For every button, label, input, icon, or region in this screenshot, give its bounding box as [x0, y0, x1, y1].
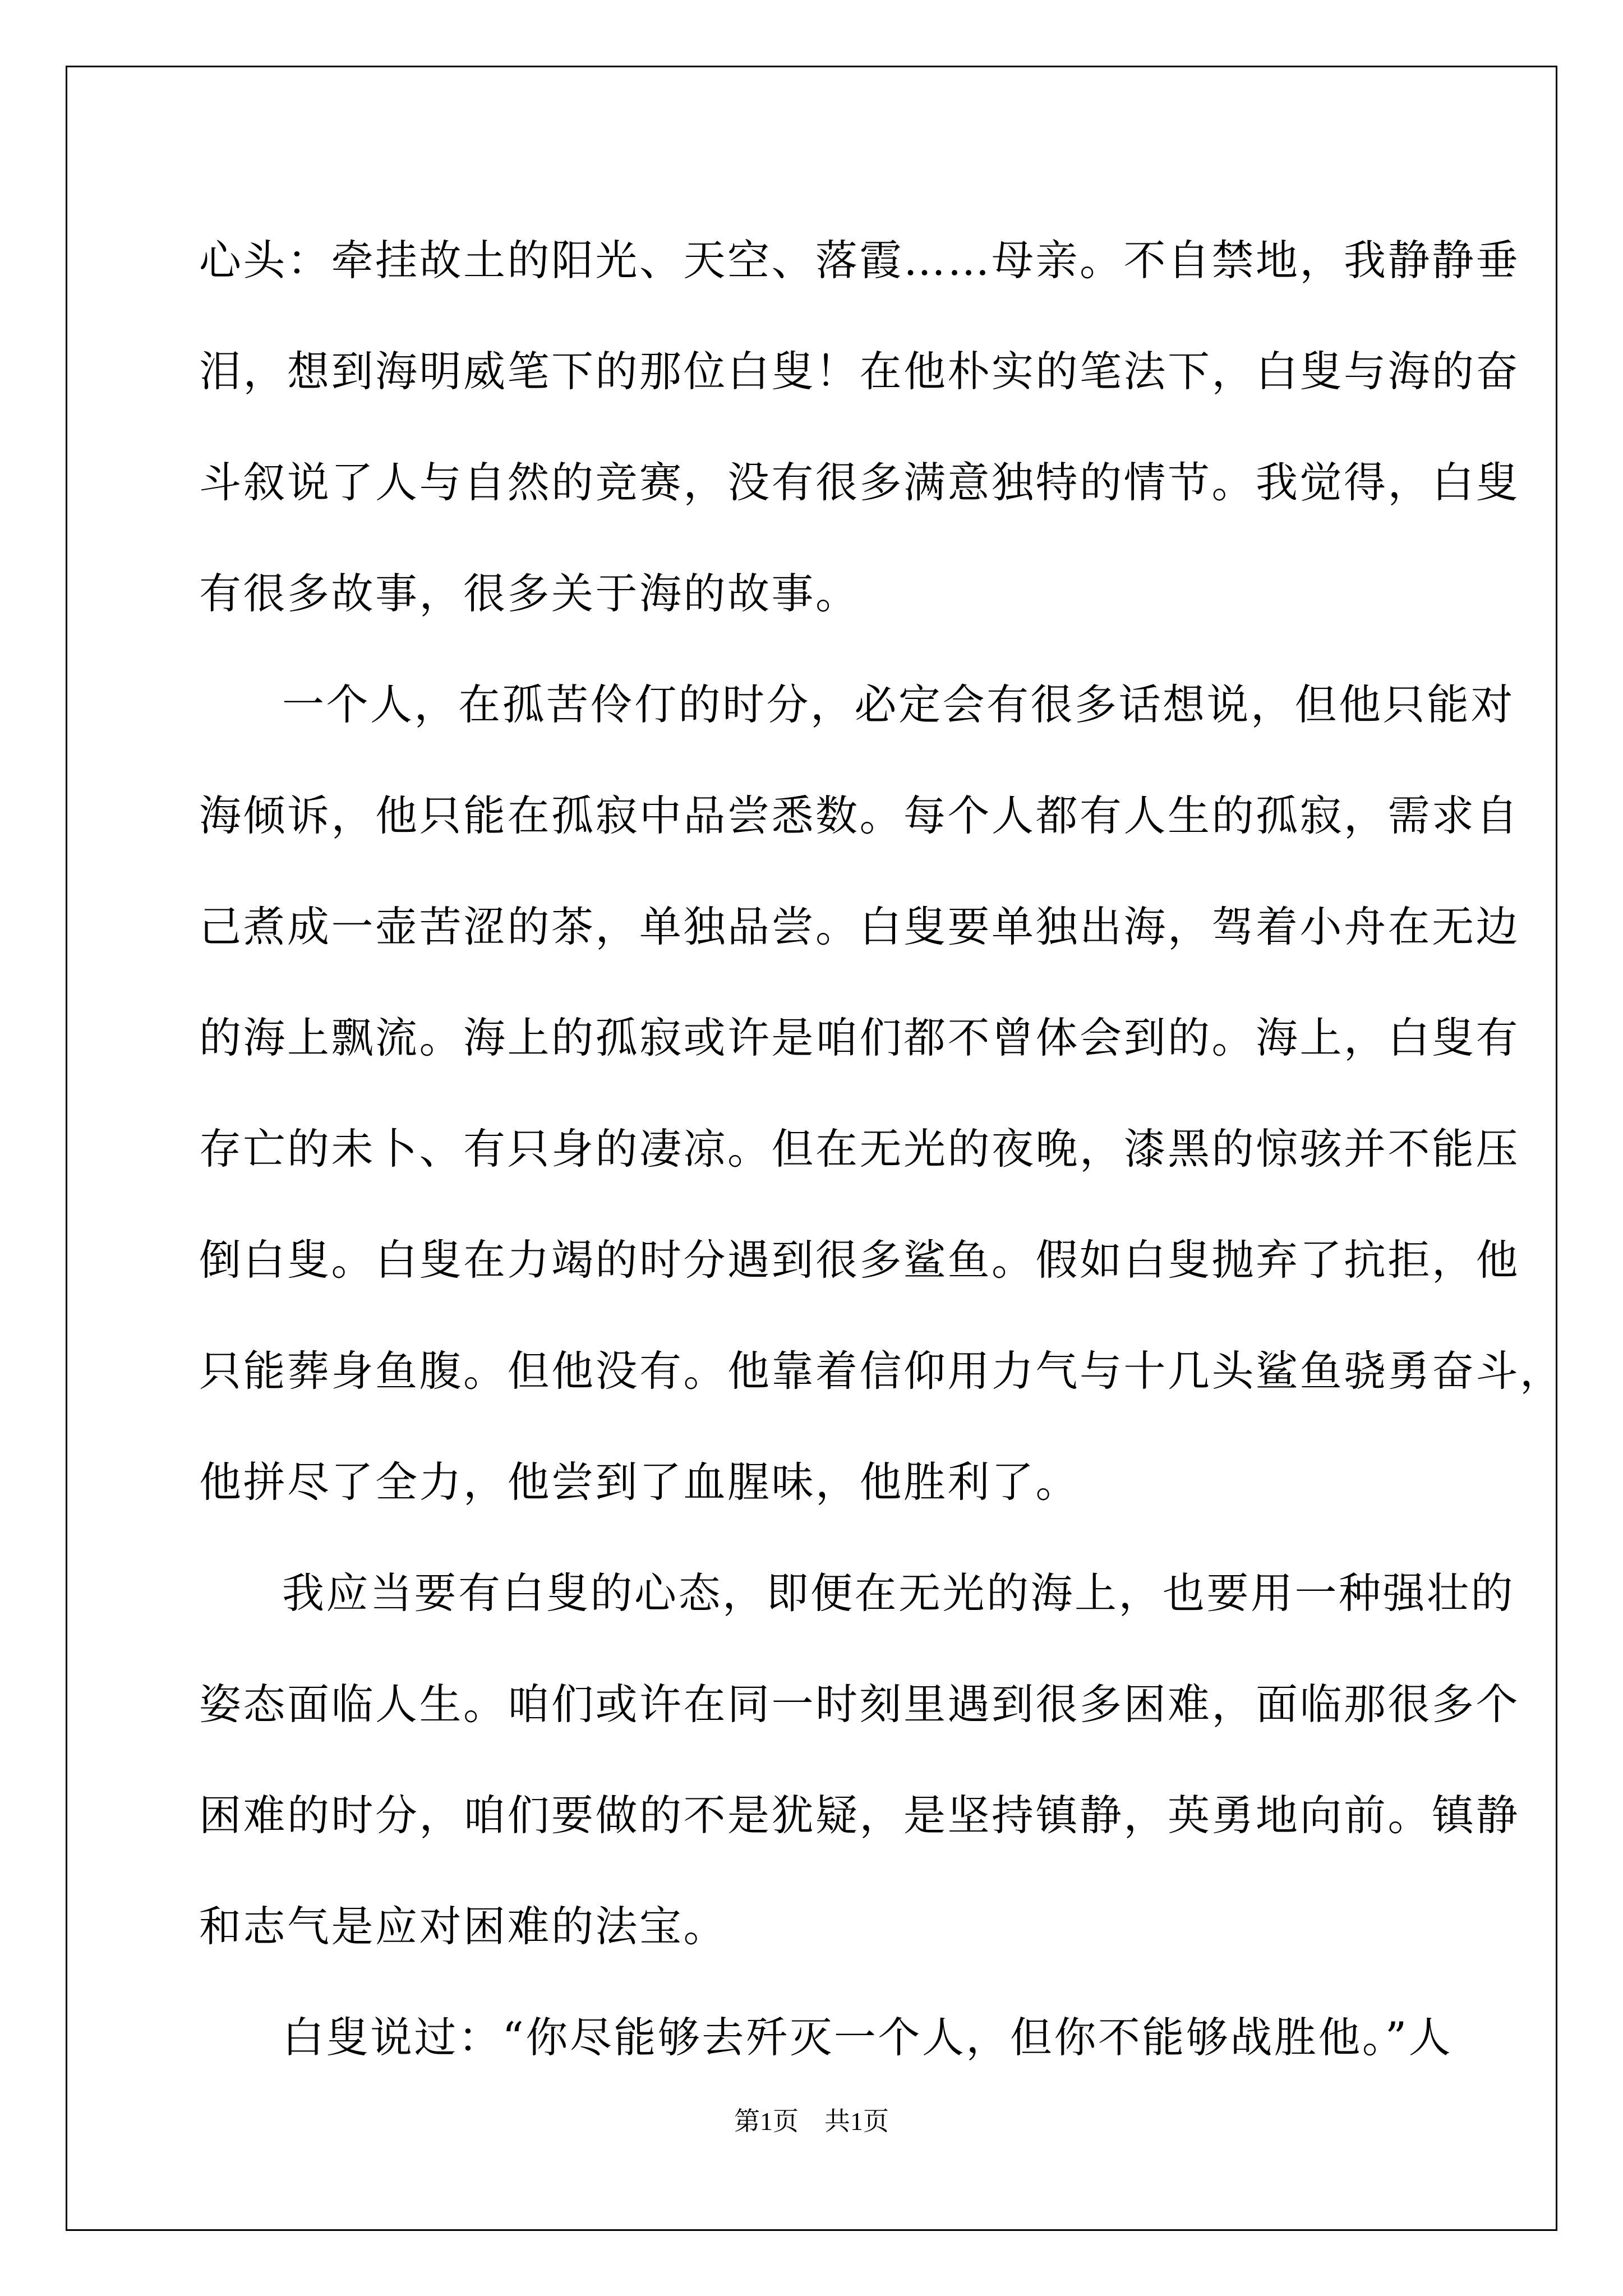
text-line: 心头：牵挂故土的阳光、天空、落霞……母亲。不自禁地，我静静垂	[199, 236, 1520, 285]
paragraph-first-line: 我应当要有白叟的心态，即便在无光的海上，也要用一种强壮的	[282, 1568, 1515, 1618]
text-line: 他拼尽了全力，他尝到了血腥味，他胜利了。	[199, 1457, 1080, 1507]
text-line: 和志气是应对困难的法宝。	[199, 1902, 728, 1951]
paragraph-first-line: 白叟说过：“你尽能够去歼灭一个人，但你不能够战胜他。”人	[282, 2013, 1453, 2062]
page-footer: 第1页 共1页	[734, 2107, 889, 2136]
text-line: 倒白叟。白叟在力竭的时分遇到很多鲨鱼。假如白叟抛弃了抗拒，他	[199, 1235, 1520, 1285]
paragraph-first-line: 一个人，在孤苦伶仃的时分，必定会有很多话想说，但他只能对	[282, 680, 1515, 729]
text-line: 有很多故事，很多关于海的故事。	[199, 569, 860, 618]
text-line: 姿态面临人生。咱们或许在同一时刻里遇到很多困难，面临那很多个	[199, 1680, 1520, 1729]
text-line: 的海上飘流。海上的孤寂或许是咱们都不曾体会到的。海上，白叟有	[199, 1013, 1520, 1062]
document-body	[199, 205, 1564, 2093]
text-line: 己煮成一壶苦涩的茶，单独品尝。白叟要单独出海，驾着小舟在无边	[199, 902, 1520, 951]
text-line: 困难的时分，咱们要做的不是犹疑，是坚持镇静，英勇地向前。镇静	[199, 1791, 1520, 1840]
text-line: 泪，想到海明威笔下的那位白叟！在他朴实的笔法下，白叟与海的奋	[199, 347, 1520, 396]
text-line: 斗叙说了人与自然的竞赛，没有很多满意独特的情节。我觉得，白叟	[199, 458, 1520, 507]
text-line: 存亡的未卜、有只身的凄凉。但在无光的夜晚，漆黑的惊骇并不能压	[199, 1124, 1520, 1174]
text-line: 海倾诉，他只能在孤寂中品尝悉数。每个人都有人生的孤寂，需求自	[199, 791, 1520, 840]
text-line: 只能葬身鱼腹。但他没有。他靠着信仰用力气与十几头鲨鱼骁勇奋斗，	[199, 1346, 1564, 1396]
